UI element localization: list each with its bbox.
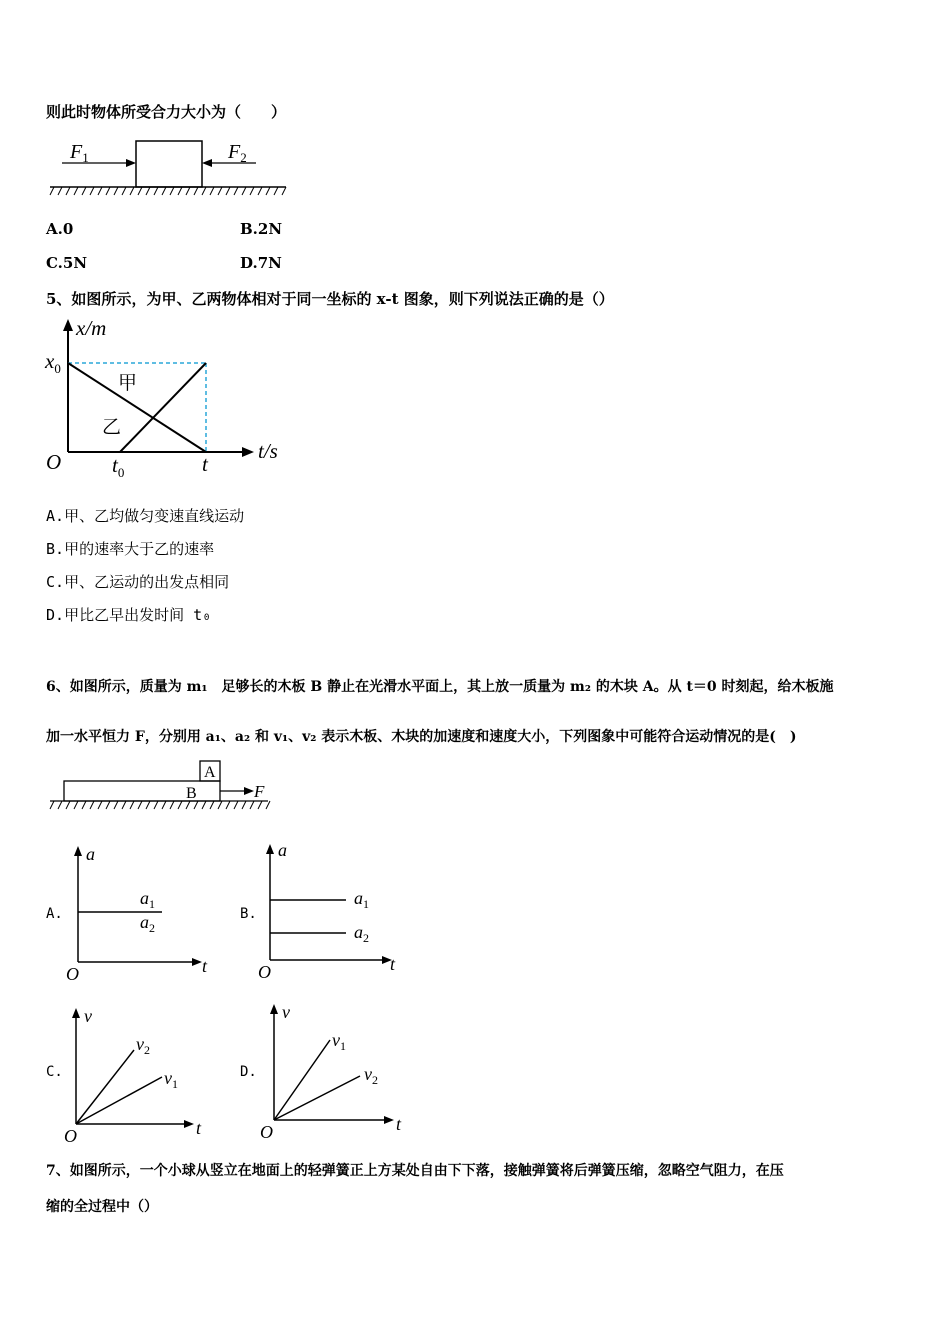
q6-option-d-label[interactable]: D. [240,1064,257,1080]
q5-t0-label: $t_0$ [112,453,125,480]
q5-stem: 5、如图所示，为甲、乙两物体相对于同一坐标的 x-t 图象，则下列说法正确的是（） [46,290,614,308]
q6d-line-v2 [274,1076,360,1120]
q6a-origin: O [66,964,79,984]
q4-option-b[interactable]: B.2N [240,220,283,238]
q4-option-a[interactable]: A.0 [46,220,74,238]
q6d-origin: O [260,1122,273,1142]
q5-option-a[interactable]: A.甲、乙均做匀变速直线运动 [46,507,245,525]
q6a-y-label: a [86,844,95,864]
q6-option-a-label[interactable]: A. [46,906,63,922]
q4-option-c[interactable]: C.5N [46,254,88,272]
q6-graph-c [58,1000,218,1150]
q6c-y-arrow [72,1008,80,1018]
f2-label: $F_2$ [228,141,247,165]
q7-stem-line1: 7、如图所示，一个小球从竖立在地面上的轻弹簧正上方某处自由下下落，接触弹簧将后弹簧压缩，忽略空气阻力，在压 [46,1163,784,1179]
q6-stem-line1: 6、如图所示，质量为 m₁ 足够长的木板 B 静止在光滑水平面上，其上放一质量为 m₂ 的木块 A。从 t＝0 时刻起，给木板施 [46,679,834,695]
q5-jia-label: 甲 [118,373,138,394]
q5-origin: O [46,450,62,474]
q6b-x-label: t [390,954,396,974]
q6-ground-hatch [50,801,270,809]
q5-yi-label: 乙 [102,417,122,438]
q6c-line-v2 [76,1050,134,1124]
q6c-line-v1 [76,1077,162,1124]
q6c-origin: O [64,1126,77,1146]
q5-xt-graph [40,315,290,485]
q6-graph-d [256,996,416,1146]
q6b-a2: $a_2$ [354,922,369,945]
q5-y-arrow [63,319,73,331]
q6-board-b-label: B [186,785,197,802]
q7-stem-line2: 缩的全过程中（） [46,1199,158,1215]
q6-block-a-label: A [204,764,216,781]
q6d-x-arrow [384,1116,394,1124]
block [136,141,202,187]
q6c-v2: $v_2$ [136,1034,150,1057]
q6b-origin: O [258,962,271,982]
q6d-x-label: t [396,1114,402,1134]
q4-force-figure [50,135,290,200]
q6d-v1: $v_1$ [332,1030,346,1053]
q6b-a1: $a_1$ [354,888,369,911]
q6b-y-label: a [278,840,287,860]
q6a-x-arrow [192,958,202,966]
q6-option-c-label[interactable]: C. [46,1064,63,1080]
q5-x-arrow [242,447,254,457]
q6a-y-arrow [74,846,82,856]
f1-arrow-head [126,159,136,167]
q6c-v1: $v_1$ [164,1068,178,1091]
q6-force-arrow-head [244,787,254,795]
q5-y-axis-label: x/m [76,316,107,340]
q6d-y-arrow [270,1004,278,1014]
f2-arrow-head [202,159,212,167]
q6c-x-label: t [196,1118,202,1138]
q5-x0-label: $x_0$ [45,349,61,376]
ground-hatch [50,187,286,195]
q5-option-b[interactable]: B.甲的速率大于乙的速率 [46,540,215,558]
q6d-line-v1 [274,1040,330,1120]
q5-x-axis-label: t/s [258,439,278,463]
q5-option-c[interactable]: C.甲、乙运动的出发点相同 [46,573,230,591]
q6a-a1: $a_1$ [140,888,155,911]
q6-option-b-label[interactable]: B. [240,906,257,922]
q4-option-d[interactable]: D.7N [240,254,282,272]
q6a-a2: $a_2$ [140,912,155,935]
q6d-v2: $v_2$ [364,1064,378,1087]
q6d-y-label: v [282,1002,290,1022]
q6-force-label: F [254,782,265,801]
q4-stem: 则此时物体所受合力大小为（ ） [46,103,287,121]
q6-stem-line2: 加一水平恒力 F，分别用 a₁、a₂ 和 v₁、v₂ 表示木板、木块的加速度和速度大小，下列图象中可能符合运动情况的是( ) [46,729,797,745]
q6-board-figure [48,758,278,813]
q6b-y-arrow [266,844,274,854]
q6-graph-a [60,840,220,985]
q6c-x-arrow [184,1120,194,1128]
q5-option-d[interactable]: D.甲比乙早出发时间 t₀ [46,606,212,624]
q6-graph-b [252,838,412,983]
q6a-x-label: t [202,956,208,976]
q6c-y-label: v [84,1006,92,1026]
q5-t-label: t [202,452,208,476]
f1-label: $F_1$ [70,141,89,165]
